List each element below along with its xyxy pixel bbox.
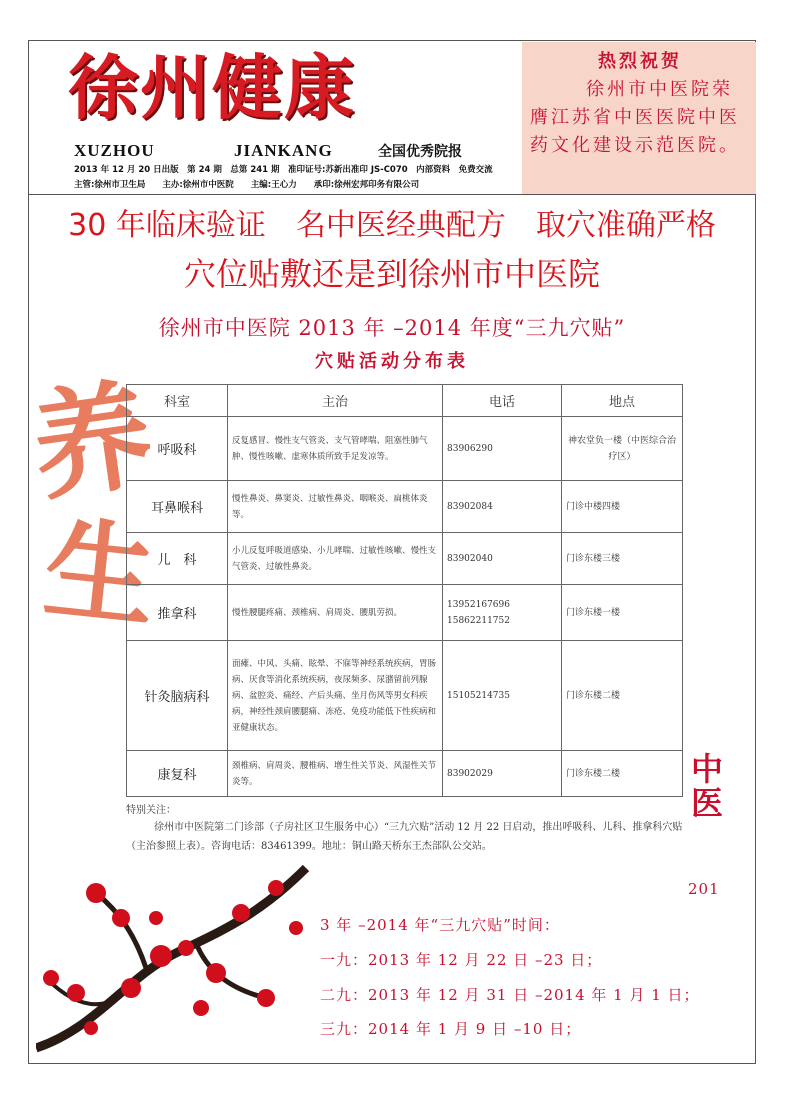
- table-row: [127, 533, 683, 585]
- subtitle-line2: 穴贴活动分布表: [315, 351, 469, 372]
- seal-logo: 中医: [690, 750, 723, 822]
- notes-body: 徐州市中医院第二门诊部（子房社区卫生服务中心）“三九穴贴”活动 12 月 22 日启动，推出呼吸科、儿科、推拿科穴贴（主治参照上表）。咨询电话：83461399。地址：铜山路天桥东王杰部队公交站。: [126, 822, 683, 852]
- schedule-item: 一九：2013 年 12 月 22 日 –23 日；: [320, 951, 603, 969]
- table-row: [127, 481, 683, 533]
- dept-name: 儿 科: [127, 533, 228, 585]
- dept-treat: 面瘫、中风、头痛、眩晕、不寐等神经系统疾病，胃肠病、厌食等消化系统疾病，夜尿频多、尿潴留前列腺病、盆腔炎、痛经、产后头痛、坐月伤风等男女科疾病，神经性颈肩腰腿痛、冻疮、免疫功能低下性疾病和亚健康状态。: [228, 641, 443, 751]
- congrats-body: 徐州市中医院荣膺江苏省中医医院中医药文化建设示范医院。: [530, 79, 740, 156]
- dept-phone: 83902029: [443, 751, 562, 797]
- schedule-title: 3 年 –2014 年“三九穴贴”时间：: [320, 916, 560, 934]
- table-header-row: [127, 385, 683, 417]
- dept-treat: 小儿反复呼吸道感染、小儿哮喘、过敏性咳嗽、慢性支气管炎、过敏性鼻炎。: [228, 533, 443, 585]
- table-row: [127, 417, 683, 481]
- table-row: [127, 585, 683, 641]
- dept-location: 神农堂负一楼（中医综合治疗区）: [562, 417, 683, 481]
- table-row: [127, 751, 683, 797]
- notes-heading: 特别关注：: [126, 805, 176, 816]
- seal-char-2: 生: [38, 503, 162, 644]
- dept-treat: 反复感冒、慢性支气管炎、支气管哮喘、阻塞性肺气肿、慢性咳嗽、虚寒体质所致手足发凉等。: [228, 417, 443, 481]
- dept-location: 门诊东楼三楼: [562, 533, 683, 585]
- dept-phone: 83902084: [443, 481, 562, 533]
- headline-line1: 30 年临床验证 名中医经典配方 取穴准确严格: [68, 208, 716, 243]
- header-phone: 电话: [443, 385, 562, 417]
- masthead-en-right: JIANKANG: [234, 141, 333, 160]
- masthead-divider: [28, 194, 756, 195]
- header-location: 地点: [562, 385, 683, 417]
- dept-phone: 83906290: [443, 417, 562, 481]
- dept-phone: 83902040: [443, 533, 562, 585]
- dept-location: 门诊东楼二楼: [562, 751, 683, 797]
- congrats-heading: 热烈祝贺: [598, 51, 682, 72]
- masthead-slogan: 全国优秀院报: [378, 144, 462, 160]
- seal-char-1: 养: [24, 363, 161, 518]
- dept-treat: 颈椎病、肩周炎、腰椎病、增生性关节炎、风湿性关节炎等。: [228, 751, 443, 797]
- dept-location: 门诊东楼一楼: [562, 585, 683, 641]
- dept-treat: 慢性腰腿疼痛、颈椎病、肩周炎、腰肌劳损。: [228, 585, 443, 641]
- dept-name: 呼吸科: [127, 417, 228, 481]
- masthead-en-left: XUZHOU: [74, 141, 155, 160]
- dept-name: 推拿科: [127, 585, 228, 641]
- dept-location: 门诊东楼二楼: [562, 641, 683, 751]
- masthead-credit-line: 主管:徐州市卫生局 主办:徐州市中医院 主编:王心力 承印:徐州宏邦印务有限公司: [74, 180, 420, 190]
- masthead-title: 徐州健康: [68, 47, 356, 129]
- schedule-year-fragment: 201: [688, 880, 720, 898]
- headline-line2: 穴位贴敷还是到徐州市中医院: [183, 255, 600, 293]
- schedule-item: 三九：2014 年 1 月 9 日 –10 日；: [320, 1020, 582, 1038]
- dept-treat: 慢性鼻炎、鼻窦炎、过敏性鼻炎、咽喉炎、扁桃体炎等。: [228, 481, 443, 533]
- dept-location: 门诊中楼四楼: [562, 481, 683, 533]
- dept-name: 针灸脑病科: [127, 641, 228, 751]
- dept-phone: 13952167696 15862211752: [443, 585, 562, 641]
- table-row: [127, 641, 683, 751]
- masthead-issue-line: 2013 年 12 月 20 日出版 第 24 期 总第 241 期 准印证号:苏新出准印 JS-C070 内部资料 免费交流: [74, 165, 493, 175]
- dept-name: 康复科: [127, 751, 228, 797]
- congrats-box: [522, 42, 756, 194]
- header-treat: 主治: [228, 385, 443, 417]
- subtitle-line1: 徐州市中医院 2013 年 –2014 年度“三九穴贴”: [158, 316, 626, 340]
- dept-phone: 15105214735: [443, 641, 562, 751]
- header-dept: 科室: [127, 385, 228, 417]
- dept-name: 耳鼻喉科: [127, 481, 228, 533]
- plum-blossom-illustration: [36, 858, 316, 1063]
- schedule-item: 二九：2013 年 12 月 31 日 –2014 年 1 月 1 日；: [320, 986, 700, 1004]
- department-table: [126, 384, 683, 797]
